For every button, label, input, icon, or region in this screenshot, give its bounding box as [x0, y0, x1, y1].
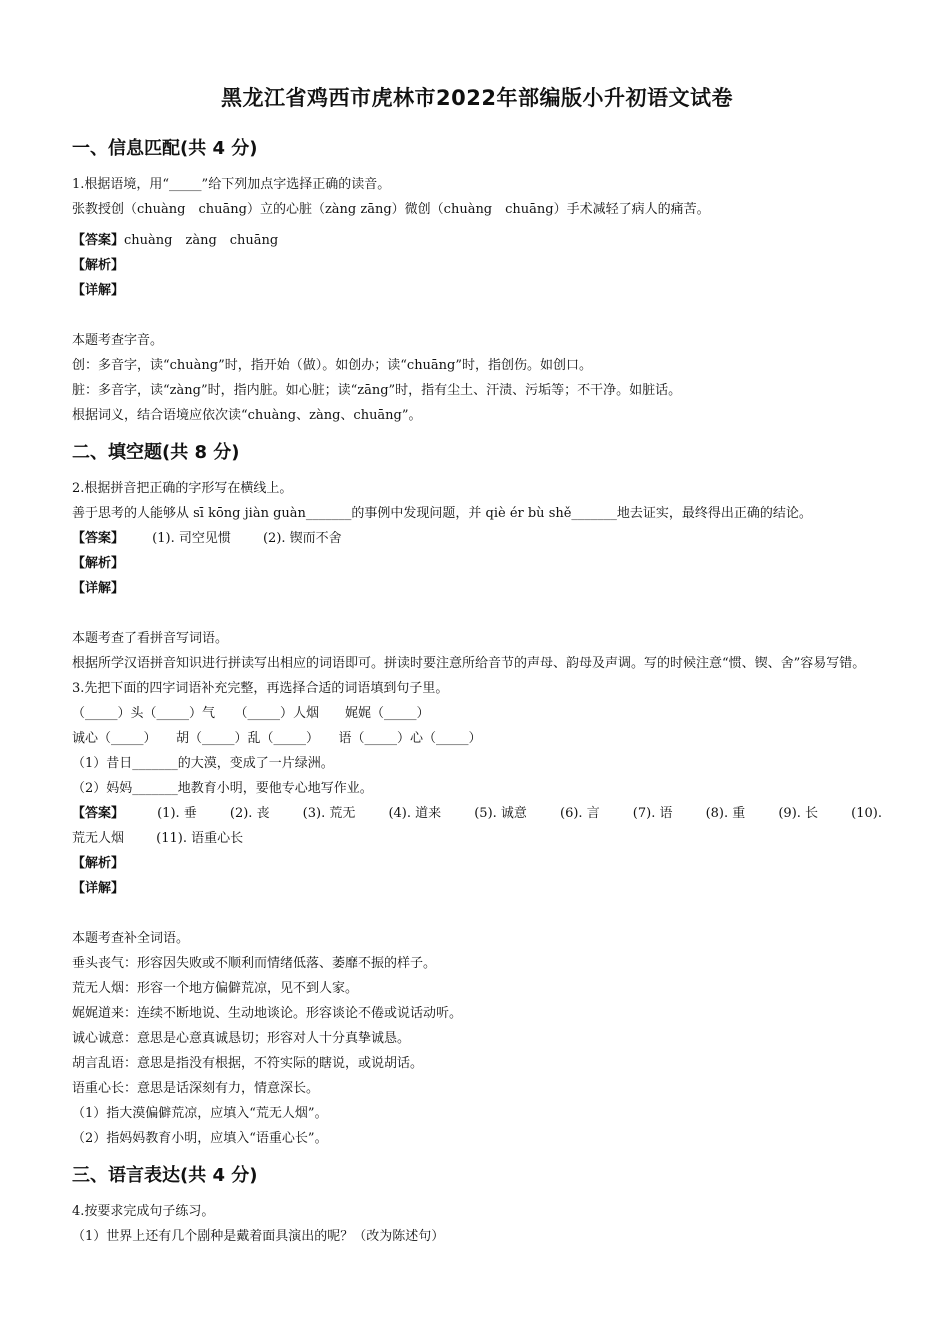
q3-detail-4: 娓娓道来：连续不断地说、生动地谈论。形容谈论不倦或说话动听。 [72, 1006, 463, 1021]
q3-row-1: （_____）头（_____）气 （_____）人烟 娓娓（_____） [72, 706, 430, 721]
detail-label: 【详解】 [72, 881, 125, 896]
section-heading-3: 三、语言表达(共 4 分) [72, 1165, 258, 1186]
q1-detail-2: 创：多音字，读“chuàng”时，指开始（做）。如创办；读“chuāng”时，指创伤。如创口。 [72, 358, 593, 373]
analysis-label: 【解析】 [72, 856, 125, 871]
analysis-label: 【解析】 [72, 258, 125, 273]
q3-stem: 3.先把下面的四字词语补充完整，再选择合适的词语填到句子里。 [72, 681, 449, 696]
answer-label: 【答案】 [72, 806, 125, 821]
q3-answer-item: (4). 道来 [388, 806, 442, 821]
section-heading-1: 一、信息匹配(共 4 分) [72, 138, 258, 159]
q3-answer-item: (7). 语 [632, 806, 673, 821]
q2-answer-1: (1). 司空见惯 [152, 531, 231, 546]
q1-answer-text: chuàng zàng chuāng [124, 233, 279, 248]
q4-sentence-1: （1）世界上还有几个剧种是戴着面具演出的呢？（改为陈述句） [72, 1229, 445, 1244]
q3-answer-item: (1). 垂 [157, 806, 197, 821]
detail-label: 【详解】 [72, 581, 125, 596]
q1-answer [72, 228, 882, 253]
q1-detail-3: 脏：多音字，读“zàng”时，指内脏。如心脏；读“zāng”时，指有尘土、汗渍、污垢等；不干净。如脏话。 [72, 383, 682, 398]
q3-detail-2: 垂头丧气：形容因失败或不顺利而情绪低落、萎靡不振的样子。 [72, 956, 437, 971]
answer-label: 【答案】 [72, 233, 125, 248]
q2-detail-1: 本题考查了看拼音写词语。 [72, 631, 229, 646]
q3-answer-item: (5). 诚意 [474, 806, 527, 821]
q3-detail-7: 语重心长：意思是话深刻有力，情意深长。 [72, 1081, 320, 1096]
answer-label: 【答案】 [72, 531, 125, 546]
q3-detail-5: 诚心诚意：意思是心意真诚恳切；形容对人十分真挚诚恳。 [72, 1031, 411, 1046]
q3-answer-item: (8). 重 [705, 806, 746, 821]
q3-answer-item: (2). 丧 [229, 806, 270, 821]
q3-answer-item: (10). [851, 806, 882, 821]
q1-stem: 1.根据语境，用“_____”给下列加点字选择正确的读音。 [72, 177, 391, 192]
analysis-label: 【解析】 [72, 556, 125, 571]
q3-answer-item: 荒无人烟 [72, 831, 125, 846]
q3-row-2: 诚心（_____） 胡（_____）乱（_____） 语（_____）心（_____） [72, 731, 482, 746]
q3-answer [72, 801, 882, 826]
q3-detail-6: 胡言乱语：意思是指没有根据，不符实际的瞎说，或说胡话。 [72, 1056, 424, 1071]
q2-answer [72, 526, 882, 551]
q3-sentence-2: （2）妈妈_______地教育小明，要他专心地写作业。 [72, 781, 373, 796]
q3-detail-8: （1）指大漠偏僻荒凉，应填入“荒无人烟”。 [72, 1106, 328, 1121]
q3-answer-cont [72, 826, 882, 851]
q3-sentence-1: （1）昔日_______的大漠，变成了一片绿洲。 [72, 756, 334, 771]
q2-detail-2: 根据所学汉语拼音知识进行拼读写出相应的词语即可。拼读时要注意所给音节的声母、韵母及声调。写的时候注意“惯、锲、舍”容易写错。 [72, 656, 866, 671]
q3-detail-1: 本题考查补全词语。 [72, 931, 190, 946]
page-title: 黑龙江省鸡西市虎林市2022年部编版小升初语文试卷 [221, 86, 733, 110]
q3-answer-item: (11). 语重心长 [156, 831, 244, 846]
section-heading-2: 二、填空题(共 8 分) [72, 442, 240, 463]
q4-stem: 4.按要求完成句子练习。 [72, 1204, 215, 1219]
q2-sentence: 善于思考的人能够从 sī kōng jiàn guàn_______的事例中发现问题，并 qiè ér bù shě_______地去证实，最终得出正确的结论。 [72, 506, 812, 521]
q1-detail-1: 本题考查字音。 [72, 333, 164, 348]
q2-stem: 2.根据拼音把正确的字形写在横线上。 [72, 481, 293, 496]
q3-answer-item: (3). 荒无 [302, 806, 356, 821]
q3-answer-item: (9). 长 [778, 806, 819, 821]
detail-label: 【详解】 [72, 283, 125, 298]
q3-detail-3: 荒无人烟：形容一个地方偏僻荒凉，见不到人家。 [72, 981, 359, 996]
q1-detail-4: 根据词义，结合语境应依次读“chuàng、zàng、chuāng”。 [72, 408, 422, 423]
q1-sentence: 张教授创（chuàng chuāng）立的心脏（zàng zāng）微创（chuàng chuāng）手术减轻了病人的痛苦。 [72, 202, 710, 217]
q2-answer-2: (2). 锲而不舍 [262, 531, 342, 546]
q3-detail-9: （2）指妈妈教育小明，应填入“语重心长”。 [72, 1131, 328, 1146]
q3-answer-item: (6). 言 [560, 806, 600, 821]
document-page [72, 82, 882, 1249]
